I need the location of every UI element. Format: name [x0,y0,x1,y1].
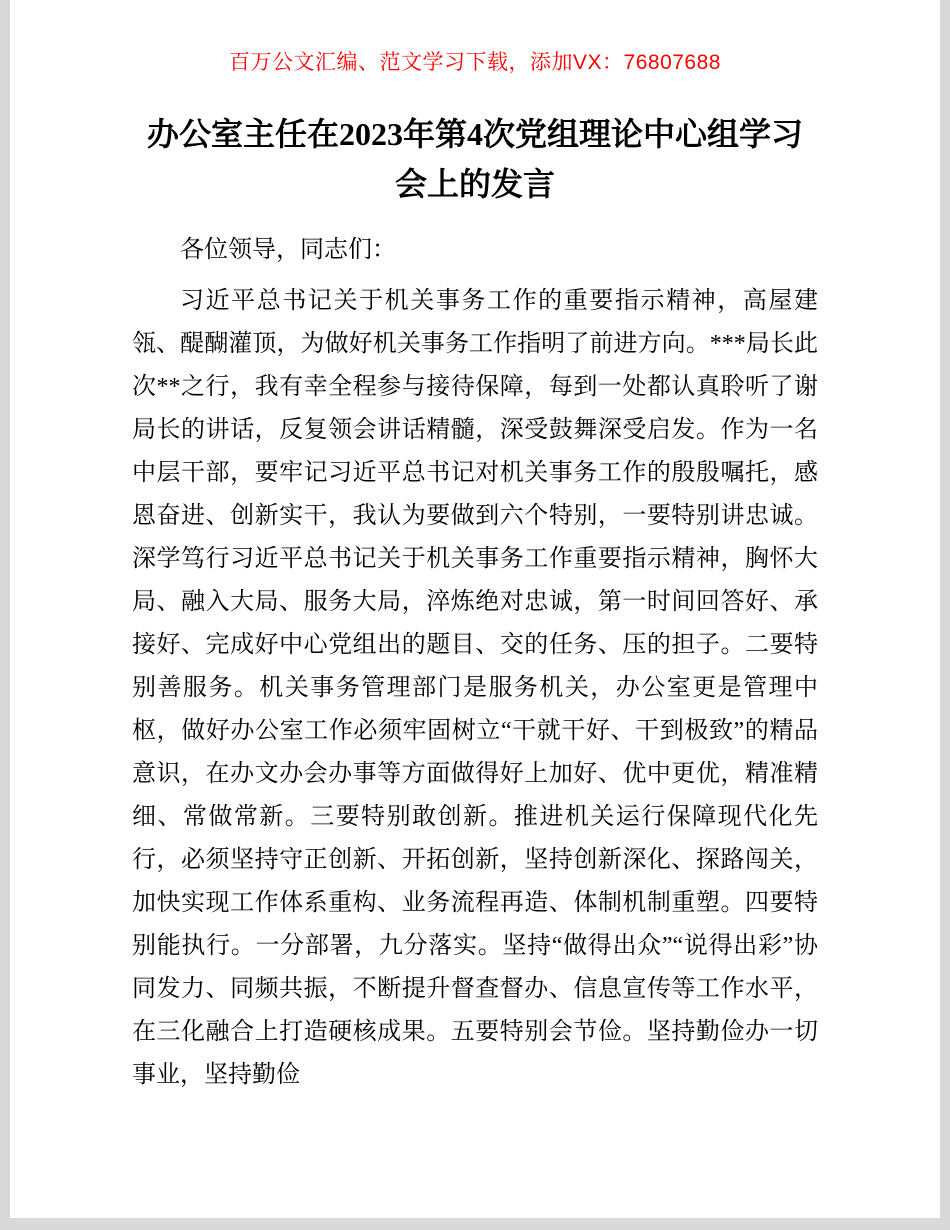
greeting-paragraph: 各位领导，同志们： [180,237,396,264]
document-page [10,0,940,1218]
document-content [10,0,940,1097]
promo-notice-text: 百万公文汇编、范文学习下载，添加VX：76807688 [229,51,721,74]
body-paragraph: 习近平总书记关于机关事务工作的重要指示精神，高屋建瓴、醍醐灌顶，为做好机关事务工作指明了前进方向。***局长此次**之行，我有幸全程参与接待保障，每到一处都认真聆听了谢局长的讲话，反复领会讲话精髓，深受鼓舞深受启发。作为一名中层干部，要牢记习近平总书记对机关事务工作的殷殷嘱托，感恩奋进、创新实干，我认为要做到六个特别，一要特别讲忠诚。深学笃行习近平总书记关于机关事务工作重要指示精神，胸怀大局、融入大局、服务大局，淬炼绝对忠诚，第一时间回答好、承接好、完成好中心党组出的题目、交的任务、压的担子。二要特别善服务。机关事务管理部门是服务机关，办公室更是管理中枢，做好办公室工作必须牢固树立“干就干好、干到极致”的精品意识，在办文办会办事等方面做得好上加好、优中更优，精准精细、常做常新。三要特别敢创新。推进机关运行保障现代化先行，必须坚持守正创新、开拓创新，坚持创新深化、探路闯关，加快实现工作体系重构、业务流程再造、体制机制重塑。四要特别能执行。一分部署，九分落实。坚持“做得出众”“说得出彩”协同发力、同频共振，不断提升督查督办、信息宣传等工作水平，在三化融合上打造硬核成果。五要特别会节俭。坚持勤俭办一切事业，坚持勤俭 [132,288,818,1089]
document-title: 办公室主任在2023年第4次党组理论中心组学习会上的发言 [146,116,803,202]
